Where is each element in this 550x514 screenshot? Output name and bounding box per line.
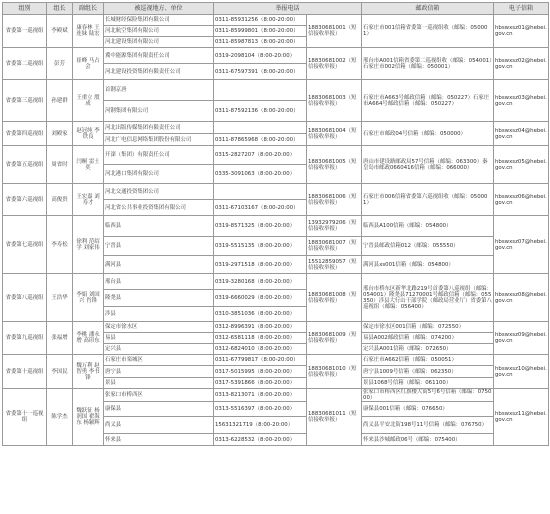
unit-phone: 0319-6660029（8:00-20:00） xyxy=(214,290,307,307)
mailbox: 唐山市建设路邮政局57号信箱（邮编：063300）秦皇岛市邮政0660416信箱（邮编：066000） xyxy=(362,146,494,184)
mailbox: 景县1068号信箱（邮编：061100） xyxy=(362,378,494,389)
unit-name: 河北出版传媒集团有限责任公司 xyxy=(104,122,214,134)
table-row xyxy=(3,15,549,26)
mailbox: 石家庄市A663号邮政信箱（邮编：050227）石家庄市A664号邮政信箱（邮编：050227） xyxy=(362,80,494,122)
unit-name: 易县 xyxy=(104,333,214,344)
hotline: 15512859057（短信接收举报） xyxy=(307,256,362,274)
unit-phone: 0311-67597391（8:00-20:00） xyxy=(214,64,307,80)
group-leader: 李殿斌 xyxy=(47,15,73,48)
email[interactable]: hbswxsz04@hebei.gov.cn xyxy=(494,122,549,146)
unit-phone: 0313-6228532（8:00-20:00） xyxy=(214,434,307,446)
table-row xyxy=(3,216,549,237)
unit-phone: 0312-6824010（8:00-20:00） xyxy=(214,344,307,355)
header-leader: 组长 xyxy=(47,3,73,15)
unit-name: 首钢京唐 xyxy=(104,80,214,101)
header-mailbox: 邮政信箱 xyxy=(362,3,494,15)
hotline: 18830681009（短信接收举报） xyxy=(307,322,362,355)
unit-name: 唐宁县 xyxy=(104,366,214,378)
unit-name: 满河县 xyxy=(104,256,214,274)
unit-name: 邢台县 xyxy=(104,274,214,290)
group-name: 省委第一巡视组 xyxy=(3,15,47,48)
unit-name: 临西县 xyxy=(104,216,214,237)
hotline: 18830681010（短信接收举报） xyxy=(307,355,362,389)
email[interactable]: hbswxsz08@hebei.gov.cn xyxy=(494,274,549,322)
hotline: 18830681004（短信接收举报） xyxy=(307,122,362,146)
header-phone: 举报电话 xyxy=(214,3,362,15)
unit-phone: 15631321719（8:00-20:00） xyxy=(214,417,307,434)
group-name: 省委第十一巡视组 xyxy=(3,389,47,446)
unit-phone: 0319-8571325（8:00-20:00） xyxy=(214,216,307,237)
unit-phone: 0312-6581118（8:00-20:00） xyxy=(214,333,307,344)
unit-phone: 0311-87865968（8:00-20:00） xyxy=(214,134,307,146)
mailbox: 石家庄市006信箱省委第六巡视组收（邮编：050001） xyxy=(362,184,494,216)
mailbox: 定兴县A001信箱（邮编：072650） xyxy=(362,344,494,355)
unit-phone: 0311-85999801（8:00-20:00） xyxy=(214,26,307,37)
group-name: 省委第十巡视组 xyxy=(3,355,47,389)
unit-phone: 0311-87592136（8:00-20:00） xyxy=(214,101,307,122)
unit-name: 石家庄市栾城区 xyxy=(104,355,214,366)
email[interactable]: hbswxsz01@hebei.gov.cn xyxy=(494,15,549,48)
unit-phone: 0312-8996391（8:00-20:00） xyxy=(214,322,307,333)
mailbox: 宁晋县邮政信箱012（邮编：055550） xyxy=(362,237,494,256)
group-deputy: 李娟 刘国兴 肖锋 xyxy=(73,274,104,322)
group-leader: 孙建群 xyxy=(47,80,73,122)
group-name: 省委第三巡视组 xyxy=(3,80,47,122)
header-unit: 被巡视地方、单位 xyxy=(104,3,214,15)
unit-name: 河北省公共事业投资集团有限公司 xyxy=(104,200,214,216)
group-leader: 张福增 xyxy=(47,322,73,355)
group-deputy: 闫桐 雷士奕 xyxy=(73,146,104,184)
unit-name: 怀来县 xyxy=(104,434,214,446)
email[interactable]: hbswxsz09@hebei.gov.cn xyxy=(494,322,549,355)
table-row xyxy=(3,146,549,165)
table-row xyxy=(3,355,549,366)
group-leader: 王浩华 xyxy=(47,274,73,322)
unit-name: 隆尧县 xyxy=(104,290,214,307)
hotline: 18830681002（短信接收举报） xyxy=(307,48,362,80)
unit-phone: 0317-5391866（8:00-20:00） xyxy=(214,378,307,389)
group-name: 省委第二巡视组 xyxy=(3,48,47,80)
unit-phone: 0310-3851036（8:00-20:00） xyxy=(214,307,307,322)
unit-phone: 0311-67103167（8:00-20:00） xyxy=(214,200,307,216)
group-leader: 李国民 xyxy=(47,355,73,389)
table-header xyxy=(3,3,549,15)
group-deputy: 赵冠纯 李铁良 xyxy=(73,122,104,146)
email[interactable]: hbswxsz03@hebei.gov.cn xyxy=(494,80,549,122)
group-deputy: 徐利 范绍学 刘家伟 xyxy=(73,216,104,274)
email[interactable]: hbswxsz06@hebei.gov.cn xyxy=(494,184,549,216)
mailbox: 张家口市桥西区红旗楼大街5号6号信箱（邮编：075000） xyxy=(362,389,494,402)
unit-phone: 0335-3091063（8:00-20:00） xyxy=(214,165,307,184)
hotline: 18830681001（短信接收举报） xyxy=(307,15,362,48)
group-leader: 刘殿家 xyxy=(47,122,73,146)
unit-phone xyxy=(214,184,307,200)
group-leader: 李寿松 xyxy=(47,216,73,274)
group-name: 省委第八巡视组 xyxy=(3,274,47,322)
mailbox: 石家庄市邮政04号信箱（邮编：050000） xyxy=(362,122,494,146)
hotline: 18830681007（短信接收举报） xyxy=(307,237,362,256)
unit-phone: 0311-67799817（8:00-20:00） xyxy=(214,355,307,366)
unit-phone: 0319-3280168（8:00-20:00） xyxy=(214,274,307,290)
unit-phone xyxy=(214,80,307,101)
group-name: 省委第五巡视组 xyxy=(3,146,47,184)
group-deputy: 魏万利 赵智勇 李书锋 xyxy=(73,355,104,389)
email[interactable]: hbswxsz07@hebei.gov.cn xyxy=(494,216,549,274)
unit-name: 冀中能源集团有限责任公司 xyxy=(104,48,214,64)
group-deputy: 康春林 王连妹 陆宏 xyxy=(73,15,104,48)
unit-phone: 0319-2098104（8:00-20:00） xyxy=(214,48,307,64)
table-row xyxy=(3,322,549,333)
group-leader: 彭芳 xyxy=(47,48,73,80)
table-row xyxy=(3,184,549,200)
header-deputy: 副组长 xyxy=(73,3,104,15)
unit-phone: 0311-85987813（8:00-20:00） xyxy=(214,37,307,48)
unit-name: 河北交通投资集团公司 xyxy=(104,184,214,200)
group-deputy: 崔峰 马占会 xyxy=(73,48,104,80)
unit-name: 尚义县 xyxy=(104,417,214,434)
hotline: 13932979206（短信接收举报） xyxy=(307,216,362,237)
unit-name: 河北港口集团有限公司 xyxy=(104,165,214,184)
table-row xyxy=(3,274,549,290)
mailbox: 石家庄市A662信箱（邮编：050051） xyxy=(362,355,494,366)
mailbox: 邢台市A001信箱省委第二巡视组收（邮编：054001）石家庄市002信箱（邮编：050001） xyxy=(362,48,494,80)
mailbox: 保定市徐水区001信箱（邮编：072550） xyxy=(362,322,494,333)
group-name: 省委第四巡视组 xyxy=(3,122,47,146)
hotline: 18830681003（短信接收举报） xyxy=(307,80,362,122)
inspection-table xyxy=(2,2,549,446)
unit-name: 张家口市桥西区 xyxy=(104,389,214,402)
unit-name: 开滦（集团）有限责任公司 xyxy=(104,146,214,165)
unit-phone: 0319-5515135（8:00-20:00） xyxy=(214,237,307,256)
group-name: 省委第七巡视组 xyxy=(3,216,47,274)
table-row xyxy=(3,122,549,134)
unit-phone: 0317-5015995（8:00-20:00） xyxy=(214,366,307,378)
unit-name: 长城财经保险集团有限公司 xyxy=(104,15,214,26)
mailbox: 邢台市桥东区新华北路219号首委第八巡视组（邮编：054001）隆尧县71270001号邮政信箱（邮编：055350）涉县大行山干部学院（邮政局营业厅）省委第八巡视组（邮编：056400） xyxy=(362,274,494,322)
table-row xyxy=(3,48,549,64)
group-leader: 高俊贵 xyxy=(47,184,73,216)
mailbox: 怀来县沙城邮政06号（邮编：075400） xyxy=(362,434,494,446)
unit-name: 涉县 xyxy=(104,307,214,322)
unit-phone: 0315-2827207（8:00-20:00） xyxy=(214,146,307,165)
group-deputy: 李桃 潘永增 高印东 xyxy=(73,322,104,355)
unit-phone: 0313-5516397（8:00-20:00） xyxy=(214,402,307,417)
unit-name: 保定市徐水区 xyxy=(104,322,214,333)
hotline: 18830681005（短信接收举报） xyxy=(307,146,362,184)
unit-phone: 0313-8213071（8:00-20:00） xyxy=(214,389,307,402)
unit-name: 河北广电信息网络集团股份有限公司 xyxy=(104,134,214,146)
unit-phone: 0319-2971518（8:00-20:00） xyxy=(214,256,307,274)
hotline: 18830681008（短信接收举报） xyxy=(307,274,362,322)
email[interactable]: hbswxsz05@hebei.gov.cn xyxy=(494,146,549,184)
group-deputy: 魏跃征 杨润国 翟海东 杨颖辉 xyxy=(73,389,104,446)
table-row xyxy=(3,80,549,101)
mailbox: 康保县001信箱（邮编：076650） xyxy=(362,402,494,417)
table-row xyxy=(3,389,549,402)
unit-phone: 0311-85931256（8:00-20:00） xyxy=(214,15,307,26)
mailbox: 易县A002邮政信箱（邮编：074200） xyxy=(362,333,494,344)
group-deputy: 王宏嘉 刘寿才 xyxy=(73,184,104,216)
unit-name: 康保县 xyxy=(104,402,214,417)
email[interactable]: hbswxsz10@hebei.gov.cn xyxy=(494,355,549,389)
group-name: 省委第六巡视组 xyxy=(3,184,47,216)
group-leader: 陈学杰 xyxy=(47,389,73,446)
hotline: 18830681011（短信接收举报） xyxy=(307,389,362,446)
unit-name: 宁晋县 xyxy=(104,237,214,256)
unit-name: 定兴县 xyxy=(104,344,214,355)
mailbox: 满河县xs001信箱（邮编：054800） xyxy=(362,256,494,274)
header-email: 电子信箱 xyxy=(494,3,549,15)
header-group: 组别 xyxy=(3,3,47,15)
mailbox: 唐宁县1009号信箱（邮编：062350） xyxy=(362,366,494,378)
mailbox: 石家庄市001信箱省委第一巡视组收（邮编：050001） xyxy=(362,15,494,48)
unit-name: 河北建设集团有限公司 xyxy=(104,37,214,48)
unit-name: 河北航空集团有限公司 xyxy=(104,26,214,37)
group-leader: 周省时 xyxy=(47,146,73,184)
unit-name: 河钢集团有限公司 xyxy=(104,101,214,122)
email[interactable]: hbswxsz02@hebei.gov.cn xyxy=(494,48,549,80)
group-deputy: 王重立 殷成 xyxy=(73,80,104,122)
email[interactable]: hbswxsz11@hebei.gov.cn xyxy=(494,389,549,446)
unit-name: 景县 xyxy=(104,378,214,389)
mailbox: 临西县A100信箱（邮编：054800） xyxy=(362,216,494,237)
hotline: 18830681006（短信接收举报） xyxy=(307,184,362,216)
unit-phone xyxy=(214,122,307,134)
unit-name: 河北建设投资集团有限责任公司 xyxy=(104,64,214,80)
group-name: 省委第九巡视组 xyxy=(3,322,47,355)
mailbox: 尚义县平安北街198号11号信箱（邮编：076750） xyxy=(362,417,494,434)
